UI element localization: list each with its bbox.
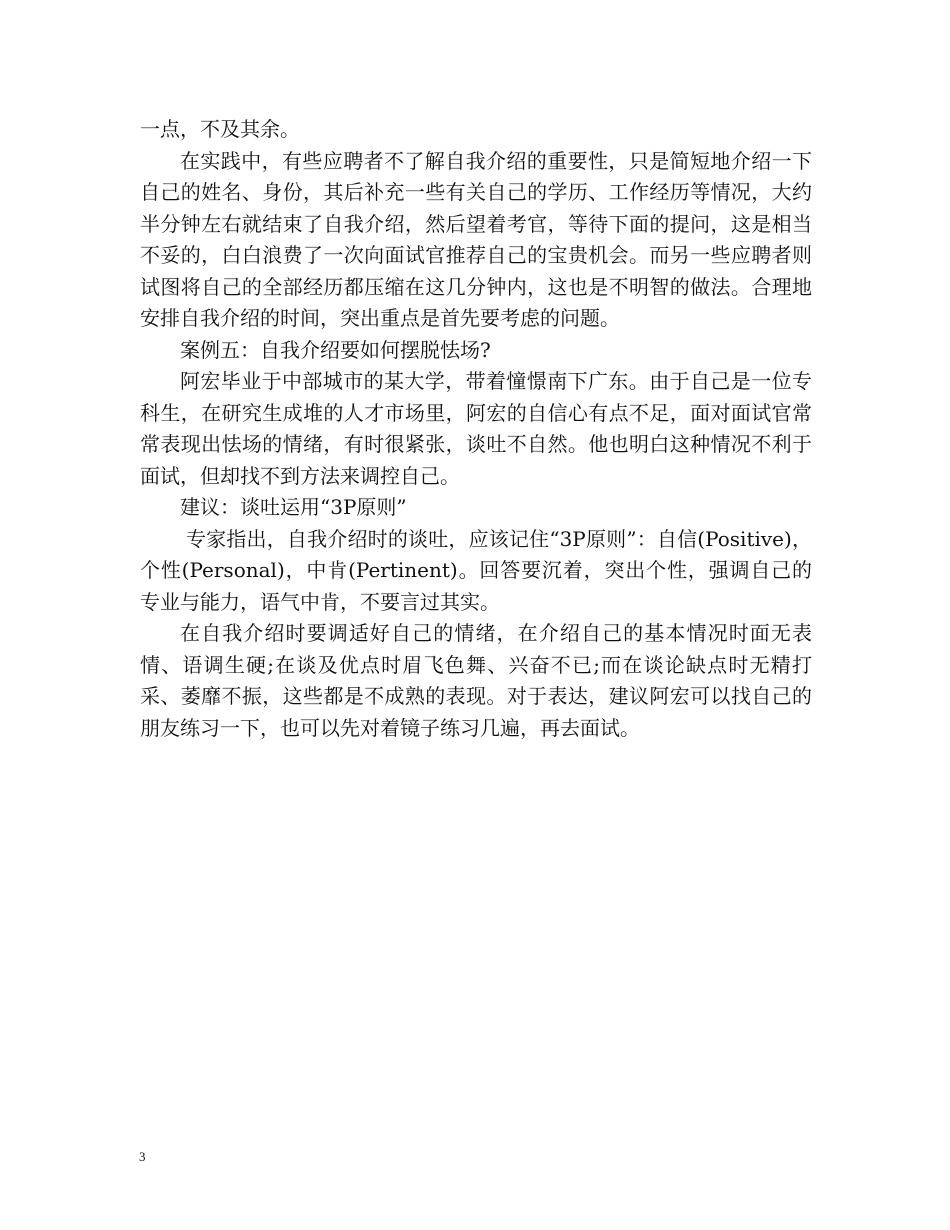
paragraph-3p-principle: 专家指出，自我介绍时的谈吐，应该记住“3P原则”：自信(Positive)，个性(Personal)，中肯(Pertinent)。回答要沉着，突出个性，强调自己的专业与能力，语气中肯，不要言过其实。: [140, 526, 812, 614]
document-body: [140, 114, 812, 744]
paragraph-ahong-case: 阿宏毕业于中部城市的某大学，带着憧憬南下广东。由于自己是一位专科生，在研究生成堆的人才市场里，阿宏的自信心有点不足，面对面试官常常表现出怯场的情绪，有时很紧张，谈吐不自然。他也明白这种情况不利于面试，但却找不到方法来调控自己。: [140, 369, 812, 488]
paragraph-practice: 在实践中，有些应聘者不了解自我介绍的重要性，只是简短地介绍一下自己的姓名、身份，其后补充一些有关自己的学历、工作经历等情况，大约半分钟左右就结束了自我介绍，然后望着考官，等待下面的提问，这是相当不妥的，白白浪费了一次向面试官推荐自己的宝贵机会。而另一些应聘者则试图将自己的全部经历都压缩在这几分钟内，这也是不明智的做法。合理地安排自我介绍的时间，突出重点是首先要考虑的问题。: [140, 148, 812, 330]
paragraph-emotion-advice: 在自我介绍时要调适好自己的情绪，在介绍自己的基本情况时面无表情、语调生硬;在谈及优点时眉飞色舞、兴奋不已;而在谈论缺点时无精打采、萎靡不振，这些都是不成熟的表现。对于表达，建议阿宏可以找自己的朋友练习一下，也可以先对着镜子练习几遍，再去面试。: [140, 621, 812, 740]
page-number: 3: [139, 1149, 146, 1164]
paragraph-continuation: 一点，不及其余。: [140, 117, 300, 141]
suggestion-heading: 建议：谈吐运用“3P原则”: [180, 495, 407, 519]
case-five-heading: 案例五：自我介绍要如何摆脱怯场?: [180, 337, 491, 362]
